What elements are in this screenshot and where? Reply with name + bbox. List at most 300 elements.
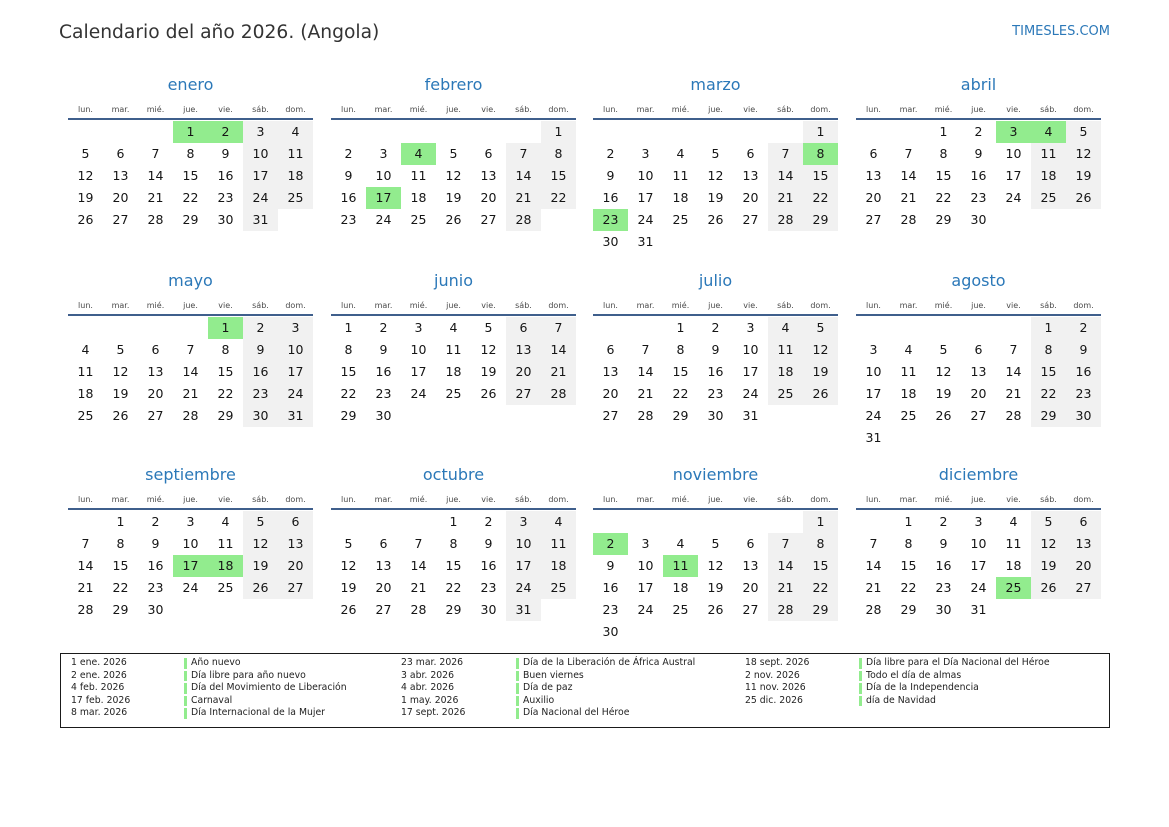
day-cell: 9 bbox=[379, 342, 388, 357]
day-cell: 7 bbox=[904, 146, 913, 161]
weekend-day-cell: 3 bbox=[506, 511, 541, 533]
weekend-day-cell: 12 bbox=[1066, 143, 1101, 165]
day-cell: 20 bbox=[602, 386, 619, 401]
holiday-day-cell: 25 bbox=[996, 577, 1031, 599]
day-cell: 3 bbox=[746, 320, 755, 335]
holiday-name: Carnaval bbox=[191, 694, 233, 706]
header-rule bbox=[68, 118, 313, 120]
day-cell: 8 bbox=[449, 536, 458, 551]
day-cell: 16 bbox=[147, 558, 164, 573]
day-cell: 15 bbox=[112, 558, 129, 573]
holiday-color-marker bbox=[859, 658, 862, 669]
weekday-label: jue. bbox=[183, 105, 198, 114]
header-rule bbox=[856, 314, 1101, 316]
day-cell: 22 bbox=[340, 386, 357, 401]
day-cell: 15 bbox=[445, 558, 462, 573]
holiday-date: 1 may. 2026 bbox=[401, 694, 459, 706]
day-cell: 28 bbox=[182, 408, 199, 423]
day-cell: 27 bbox=[602, 408, 619, 423]
holiday-day-cell: 4 bbox=[1031, 121, 1066, 143]
header-rule bbox=[856, 508, 1101, 510]
day-cell: 29 bbox=[672, 408, 689, 423]
day-cell: 30 bbox=[935, 602, 952, 617]
legend-item bbox=[71, 682, 347, 695]
day-cell: 27 bbox=[112, 212, 129, 227]
legend-item bbox=[71, 707, 347, 720]
day-cell: 16 bbox=[217, 168, 234, 183]
day-cell: 10 bbox=[637, 168, 654, 183]
day-cell: 14 bbox=[900, 168, 917, 183]
day-cell: 18 bbox=[410, 190, 427, 205]
day-cell: 19 bbox=[707, 580, 724, 595]
day-cell: 20 bbox=[865, 190, 882, 205]
weekday-label: vie. bbox=[1006, 105, 1021, 114]
day-cell: 27 bbox=[375, 602, 392, 617]
legend-column bbox=[401, 657, 695, 720]
day-cell: 25 bbox=[410, 212, 427, 227]
day-cell: 9 bbox=[974, 146, 983, 161]
month-febrero bbox=[331, 72, 576, 257]
weekday-label: dom. bbox=[1073, 495, 1094, 504]
day-cell: 17 bbox=[742, 364, 759, 379]
holiday-date: 11 nov. 2026 bbox=[745, 682, 806, 693]
day-cell: 17 bbox=[1005, 168, 1022, 183]
weekend-day-cell: 25 bbox=[278, 187, 313, 209]
weekday-label: dom. bbox=[1073, 301, 1094, 310]
day-cell: 3 bbox=[414, 320, 423, 335]
weekday-label: dom. bbox=[810, 301, 831, 310]
header-rule bbox=[593, 118, 838, 120]
weekday-label: mar. bbox=[636, 301, 655, 310]
legend-item bbox=[71, 657, 347, 670]
day-cell: 20 bbox=[480, 190, 497, 205]
day-cell: 20 bbox=[147, 386, 164, 401]
holiday-color-marker bbox=[516, 671, 519, 682]
day-cell: 23 bbox=[340, 212, 357, 227]
holiday-name: Día libre para año nuevo bbox=[191, 669, 306, 681]
day-cell: 21 bbox=[182, 386, 199, 401]
weekday-label: mié. bbox=[934, 105, 953, 114]
day-cell: 1 bbox=[116, 514, 125, 529]
day-cell: 25 bbox=[77, 408, 94, 423]
month-septiembre bbox=[68, 462, 313, 647]
day-cell: 8 bbox=[186, 146, 195, 161]
holiday-date: 25 dic. 2026 bbox=[745, 694, 803, 706]
day-cell: 6 bbox=[746, 536, 755, 551]
holiday-day-cell: 2 bbox=[593, 533, 628, 555]
weekday-label: mar. bbox=[899, 495, 918, 504]
day-cell: 15 bbox=[672, 364, 689, 379]
weekday-label: lun. bbox=[78, 105, 93, 114]
holiday-name: Buen viernes bbox=[523, 669, 584, 681]
day-cell: 9 bbox=[606, 168, 615, 183]
weekday-label: mié. bbox=[146, 105, 165, 114]
weekday-label: mar. bbox=[899, 301, 918, 310]
weekend-day-cell: 26 bbox=[1066, 187, 1101, 209]
day-cell: 21 bbox=[637, 386, 654, 401]
weekday-label: sáb. bbox=[1040, 105, 1057, 114]
weekend-day-cell: 31 bbox=[278, 405, 313, 427]
site-link[interactable]: TIMESLES.COM bbox=[1012, 24, 1110, 39]
day-cell: 10 bbox=[1005, 146, 1022, 161]
day-cell: 24 bbox=[182, 580, 199, 595]
day-cell: 8 bbox=[116, 536, 125, 551]
weekend-day-cell: 1 bbox=[1031, 317, 1066, 339]
weekday-label: dom. bbox=[285, 495, 306, 504]
day-cell: 12 bbox=[480, 342, 497, 357]
weekday-label: dom. bbox=[810, 495, 831, 504]
weekend-day-cell: 18 bbox=[541, 555, 576, 577]
weekday-label: lun. bbox=[603, 105, 618, 114]
holiday-name: Día Nacional del Héroe bbox=[523, 707, 630, 718]
day-cell: 10 bbox=[970, 536, 987, 551]
weekend-day-cell: 21 bbox=[768, 187, 803, 209]
day-cell: 20 bbox=[742, 580, 759, 595]
weekday-label: lun. bbox=[866, 301, 881, 310]
weekend-day-cell: 26 bbox=[803, 383, 838, 405]
holiday-color-marker bbox=[859, 671, 862, 682]
day-cell: 1 bbox=[676, 320, 685, 335]
weekday-label: vie. bbox=[218, 301, 233, 310]
day-cell: 2 bbox=[344, 146, 353, 161]
legend-item bbox=[745, 682, 1050, 695]
weekend-day-cell: 22 bbox=[541, 187, 576, 209]
day-cell: 3 bbox=[641, 146, 650, 161]
day-cell: 6 bbox=[484, 146, 493, 161]
weekday-label: jue. bbox=[708, 301, 723, 310]
day-cell: 27 bbox=[480, 212, 497, 227]
holiday-legend bbox=[60, 653, 1110, 728]
day-cell: 5 bbox=[939, 342, 948, 357]
legend-item bbox=[745, 695, 1050, 708]
day-cell: 4 bbox=[1009, 514, 1018, 529]
day-cell: 18 bbox=[672, 580, 689, 595]
holiday-date: 1 ene. 2026 bbox=[71, 657, 127, 668]
day-cell: 27 bbox=[865, 212, 882, 227]
legend-item bbox=[401, 707, 695, 720]
day-cell: 10 bbox=[865, 364, 882, 379]
month-title: agosto bbox=[951, 271, 1006, 290]
day-cell: 20 bbox=[375, 580, 392, 595]
weekend-day-cell: 4 bbox=[278, 121, 313, 143]
day-cell: 1 bbox=[904, 514, 913, 529]
holiday-name: Día del Movimiento de Liberación bbox=[191, 682, 347, 693]
weekend-day-cell: 17 bbox=[506, 555, 541, 577]
weekday-label: mar. bbox=[111, 495, 130, 504]
day-cell: 15 bbox=[217, 364, 234, 379]
day-cell: 24 bbox=[637, 212, 654, 227]
weekday-label: mar. bbox=[636, 495, 655, 504]
weekend-day-cell: 7 bbox=[541, 317, 576, 339]
day-cell: 24 bbox=[742, 386, 759, 401]
day-cell: 24 bbox=[637, 602, 654, 617]
day-cell: 2 bbox=[974, 124, 983, 139]
day-cell: 7 bbox=[186, 342, 195, 357]
weekend-day-cell: 16 bbox=[243, 361, 278, 383]
weekday-label: lun. bbox=[341, 301, 356, 310]
holiday-name: Todo el día de almas bbox=[866, 669, 962, 681]
day-cell: 3 bbox=[641, 536, 650, 551]
weekday-label: sáb. bbox=[252, 105, 269, 114]
day-cell: 29 bbox=[935, 212, 952, 227]
day-cell: 9 bbox=[484, 536, 493, 551]
weekend-day-cell: 29 bbox=[803, 209, 838, 231]
holiday-day-cell: 17 bbox=[366, 187, 401, 209]
weekend-day-cell: 14 bbox=[768, 555, 803, 577]
day-cell: 24 bbox=[410, 386, 427, 401]
weekday-label: lun. bbox=[866, 105, 881, 114]
day-cell: 5 bbox=[116, 342, 125, 357]
weekday-label: mar. bbox=[374, 105, 393, 114]
weekend-day-cell: 9 bbox=[243, 339, 278, 361]
day-cell: 26 bbox=[480, 386, 497, 401]
day-cell: 10 bbox=[375, 168, 392, 183]
weekend-day-cell: 19 bbox=[803, 361, 838, 383]
weekend-day-cell: 25 bbox=[1031, 187, 1066, 209]
day-cell: 30 bbox=[147, 602, 164, 617]
day-cell: 29 bbox=[900, 602, 917, 617]
day-cell: 2 bbox=[379, 320, 388, 335]
weekday-label: mié. bbox=[146, 301, 165, 310]
day-cell: 31 bbox=[637, 234, 654, 249]
weekend-day-cell: 8 bbox=[803, 533, 838, 555]
day-cell: 15 bbox=[900, 558, 917, 573]
day-cell: 23 bbox=[970, 190, 987, 205]
day-cell: 22 bbox=[672, 386, 689, 401]
holiday-date: 3 abr. 2026 bbox=[401, 669, 455, 681]
weekday-label: jue. bbox=[446, 301, 461, 310]
day-cell: 4 bbox=[676, 146, 685, 161]
month-title: marzo bbox=[690, 75, 741, 94]
day-cell: 28 bbox=[900, 212, 917, 227]
day-cell: 9 bbox=[221, 146, 230, 161]
day-cell: 23 bbox=[935, 580, 952, 595]
day-cell: 20 bbox=[112, 190, 129, 205]
weekend-day-cell: 27 bbox=[506, 383, 541, 405]
holiday-date: 8 mar. 2026 bbox=[71, 707, 128, 718]
day-cell: 7 bbox=[151, 146, 160, 161]
day-cell: 7 bbox=[414, 536, 423, 551]
day-cell: 21 bbox=[865, 580, 882, 595]
day-cell: 7 bbox=[1009, 342, 1018, 357]
day-cell: 5 bbox=[711, 146, 720, 161]
holiday-day-cell: 2 bbox=[208, 121, 243, 143]
day-cell: 8 bbox=[344, 342, 353, 357]
day-cell: 22 bbox=[217, 386, 234, 401]
weekday-label: mié. bbox=[934, 495, 953, 504]
holiday-date: 2 ene. 2026 bbox=[71, 669, 127, 681]
month-abril bbox=[856, 72, 1101, 257]
month-title: septiembre bbox=[145, 465, 236, 484]
holiday-name: Día de paz bbox=[523, 682, 573, 693]
month-mayo bbox=[68, 268, 313, 453]
day-cell: 15 bbox=[340, 364, 357, 379]
day-cell: 11 bbox=[217, 536, 234, 551]
month-diciembre bbox=[856, 462, 1101, 647]
day-cell: 28 bbox=[1005, 408, 1022, 423]
weekend-day-cell: 3 bbox=[243, 121, 278, 143]
day-cell: 23 bbox=[602, 602, 619, 617]
weekend-day-cell: 24 bbox=[506, 577, 541, 599]
day-cell: 30 bbox=[480, 602, 497, 617]
day-cell: 23 bbox=[217, 190, 234, 205]
day-cell: 28 bbox=[147, 212, 164, 227]
weekday-header bbox=[68, 103, 313, 117]
weekday-header bbox=[856, 493, 1101, 507]
weekend-day-cell: 15 bbox=[803, 555, 838, 577]
weekend-day-cell: 6 bbox=[278, 511, 313, 533]
day-cell: 28 bbox=[410, 602, 427, 617]
day-cell: 30 bbox=[375, 408, 392, 423]
day-cell: 12 bbox=[935, 364, 952, 379]
day-cell: 4 bbox=[221, 514, 230, 529]
weekday-label: lun. bbox=[78, 495, 93, 504]
day-cell: 27 bbox=[742, 602, 759, 617]
holiday-name: Día de la Independencia bbox=[866, 682, 979, 693]
day-cell: 28 bbox=[865, 602, 882, 617]
page-title: Calendario del año 2026. (Angola) bbox=[59, 22, 380, 43]
day-cell: 30 bbox=[707, 408, 724, 423]
weekend-day-cell: 30 bbox=[243, 405, 278, 427]
header-rule bbox=[68, 314, 313, 316]
weekend-day-cell: 11 bbox=[1031, 143, 1066, 165]
weekday-label: sáb. bbox=[1040, 301, 1057, 310]
weekday-header bbox=[856, 299, 1101, 313]
weekend-day-cell: 5 bbox=[803, 317, 838, 339]
weekday-label: mié. bbox=[671, 301, 690, 310]
weekend-day-cell: 17 bbox=[278, 361, 313, 383]
day-cell: 12 bbox=[77, 168, 94, 183]
weekend-day-cell: 21 bbox=[768, 577, 803, 599]
weekday-header bbox=[331, 103, 576, 117]
day-cell: 7 bbox=[641, 342, 650, 357]
day-cell: 9 bbox=[344, 168, 353, 183]
day-cell: 29 bbox=[340, 408, 357, 423]
weekend-day-cell: 16 bbox=[1066, 361, 1101, 383]
header-rule bbox=[331, 508, 576, 510]
day-cell: 17 bbox=[410, 364, 427, 379]
day-cell: 2 bbox=[484, 514, 493, 529]
month-julio bbox=[593, 268, 838, 453]
day-cell: 1 bbox=[344, 320, 353, 335]
holiday-name: día de Navidad bbox=[866, 694, 936, 706]
holiday-day-cell: 1 bbox=[173, 121, 208, 143]
day-cell: 31 bbox=[970, 602, 987, 617]
day-cell: 6 bbox=[606, 342, 615, 357]
day-cell: 25 bbox=[672, 602, 689, 617]
holiday-name: Día libre para el Día Nacional del Héroe bbox=[866, 657, 1050, 668]
weekday-label: lun. bbox=[603, 495, 618, 504]
day-cell: 8 bbox=[676, 342, 685, 357]
day-cell: 9 bbox=[711, 342, 720, 357]
day-cell: 18 bbox=[77, 386, 94, 401]
weekend-day-cell: 30 bbox=[1066, 405, 1101, 427]
holiday-day-cell: 3 bbox=[996, 121, 1031, 143]
day-cell: 18 bbox=[672, 190, 689, 205]
holiday-date: 18 sept. 2026 bbox=[745, 657, 810, 668]
weekend-day-cell: 7 bbox=[506, 143, 541, 165]
weekend-day-cell: 18 bbox=[278, 165, 313, 187]
day-cell: 22 bbox=[182, 190, 199, 205]
holiday-name: Año nuevo bbox=[191, 657, 241, 668]
weekend-day-cell: 25 bbox=[768, 383, 803, 405]
day-cell: 23 bbox=[707, 386, 724, 401]
weekday-label: jue. bbox=[446, 105, 461, 114]
weekend-day-cell: 6 bbox=[506, 317, 541, 339]
month-title: mayo bbox=[168, 271, 213, 290]
day-cell: 10 bbox=[182, 536, 199, 551]
holiday-color-marker bbox=[516, 708, 519, 719]
weekend-day-cell: 7 bbox=[768, 533, 803, 555]
weekend-day-cell: 9 bbox=[1066, 339, 1101, 361]
weekday-label: jue. bbox=[446, 495, 461, 504]
holiday-date: 17 feb. 2026 bbox=[71, 694, 131, 706]
weekend-day-cell: 15 bbox=[1031, 361, 1066, 383]
holiday-color-marker bbox=[184, 683, 187, 694]
day-cell: 12 bbox=[445, 168, 462, 183]
weekday-label: dom. bbox=[548, 105, 569, 114]
weekend-day-cell: 20 bbox=[1066, 555, 1101, 577]
weekday-label: vie. bbox=[1006, 495, 1021, 504]
day-cell: 23 bbox=[147, 580, 164, 595]
day-cell: 11 bbox=[672, 168, 689, 183]
weekday-header bbox=[856, 103, 1101, 117]
month-title: junio bbox=[434, 271, 473, 290]
weekday-label: dom. bbox=[1073, 105, 1094, 114]
day-cell: 19 bbox=[480, 364, 497, 379]
day-cell: 23 bbox=[375, 386, 392, 401]
weekday-label: lun. bbox=[341, 495, 356, 504]
day-cell: 22 bbox=[445, 580, 462, 595]
day-cell: 14 bbox=[147, 168, 164, 183]
day-cell: 30 bbox=[602, 624, 619, 639]
legend-item bbox=[401, 695, 695, 708]
holiday-color-marker bbox=[516, 683, 519, 694]
day-cell: 19 bbox=[340, 580, 357, 595]
weekday-label: jue. bbox=[183, 301, 198, 310]
day-cell: 19 bbox=[77, 190, 94, 205]
day-cell: 29 bbox=[217, 408, 234, 423]
weekday-header bbox=[331, 493, 576, 507]
holiday-name: Auxilio bbox=[523, 694, 555, 706]
day-cell: 16 bbox=[970, 168, 987, 183]
weekend-day-cell: 28 bbox=[541, 383, 576, 405]
day-cell: 2 bbox=[711, 320, 720, 335]
legend-item bbox=[401, 657, 695, 670]
weekday-label: mié. bbox=[934, 301, 953, 310]
day-cell: 9 bbox=[151, 536, 160, 551]
header-rule bbox=[593, 508, 838, 510]
day-cell: 12 bbox=[707, 168, 724, 183]
weekend-day-cell: 14 bbox=[541, 339, 576, 361]
day-cell: 14 bbox=[637, 364, 654, 379]
month-noviembre bbox=[593, 462, 838, 647]
day-cell: 3 bbox=[869, 342, 878, 357]
weekday-label: sáb. bbox=[252, 301, 269, 310]
weekday-header bbox=[593, 299, 838, 313]
weekend-day-cell: 13 bbox=[506, 339, 541, 361]
weekend-day-cell: 26 bbox=[1031, 577, 1066, 599]
weekday-label: mar. bbox=[636, 105, 655, 114]
day-cell: 26 bbox=[112, 408, 129, 423]
day-cell: 28 bbox=[637, 408, 654, 423]
day-cell: 16 bbox=[340, 190, 357, 205]
day-cell: 16 bbox=[375, 364, 392, 379]
day-cell: 25 bbox=[672, 212, 689, 227]
weekend-day-cell: 28 bbox=[506, 209, 541, 231]
weekend-day-cell: 22 bbox=[803, 187, 838, 209]
day-cell: 13 bbox=[480, 168, 497, 183]
